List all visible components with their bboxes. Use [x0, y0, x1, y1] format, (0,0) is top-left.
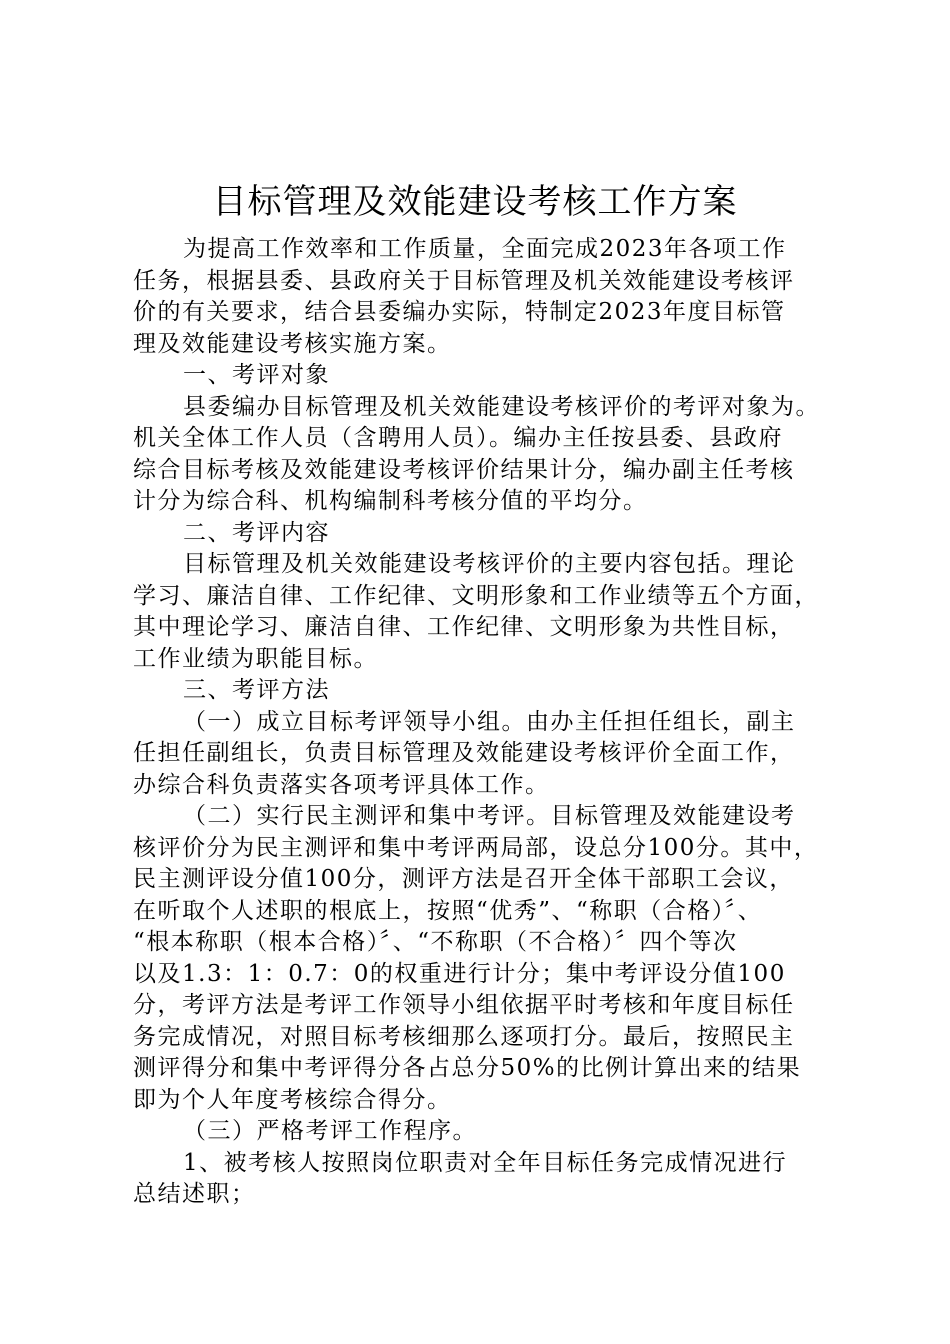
body-line: 核评价分为民主测评和集中考评两局部，设总分100分。其中，: [133, 834, 819, 861]
body-line: 总结述职；: [133, 1181, 256, 1207]
body-line: 民主测评设分值100分，测评方法是召开全体干部职工会议，: [133, 866, 794, 892]
body-line: （三）严格考评工作程序。: [183, 1118, 477, 1144]
body-line: （一）成立目标考评领导小组。由办主任担任组长，副主: [183, 708, 796, 735]
body-line: 1、被考核人按照岗位职责对全年目标任务完成情况进行: [183, 1149, 788, 1176]
body-line: 即为个人年度考核综合得分。: [133, 1086, 452, 1113]
body-line: 机关全体工作人员（含聘用人员）。编办主任按县委、县政府: [133, 425, 783, 451]
body-line: 价的有关要求，结合县委编办实际，特制定2023年度目标管: [133, 299, 786, 325]
body-line: 分，考评方法是考评工作领导小组依据平时考核和年度目标任: [133, 992, 795, 1018]
body-line: 测评得分和集中考评得分各占总分50%的比例计算出来的结果: [133, 1055, 802, 1081]
body-line: “根本称职（根本合格）〞、“不称职（不合格）〞四个等次: [133, 929, 738, 955]
body-line: 工作业绩为职能目标。: [133, 645, 378, 672]
body-line: 办综合科负责落实各项考评具体工作。: [133, 771, 550, 798]
body-line: 任务，根据县委、县政府关于目标管理及机关效能建设考核评: [133, 267, 795, 294]
body-line: 综合目标考核及效能建设考核评价结果计分，编办副主任考核: [133, 456, 795, 483]
document-body: [133, 234, 853, 1211]
body-line: 县委编办目标管理及机关效能建设考核评价的考评对象为。: [183, 393, 820, 420]
body-line: 以及1.3：1：0.7：0的权重进行计分；集中考评设分值100: [133, 960, 786, 987]
body-line: 二、考评内容: [183, 519, 330, 546]
body-line: 其中理论学习、廉洁自律、工作纪律、文明形象为共性目标，: [133, 614, 795, 640]
body-line: 为提高工作效率和工作质量，全面完成2023年各项工作: [183, 236, 787, 262]
body-line: 在听取个人述职的根底上，按照“优秀”、“称职（合格）〞、: [133, 897, 763, 924]
body-line: 任担任副组长，负责目标管理及效能建设考核评价全面工作，: [133, 740, 795, 766]
body-line: 三、考评方法: [183, 677, 330, 703]
body-line: 理及效能建设考核实施方案。: [133, 330, 452, 357]
body-line: 计分为综合科、机构编制科考核分值的平均分。: [133, 488, 648, 514]
document-title: 目标管理及效能建设考核工作方案: [212, 182, 738, 222]
body-line: 学习、廉洁自律、工作纪律、文明形象和工作业绩等五个方面，: [133, 582, 819, 609]
body-line: 目标管理及机关效能建设考核评价的主要内容包括。理论: [183, 551, 796, 577]
body-line: 一、考评对象: [183, 362, 330, 388]
body-line: （二）实行民主测评和集中考评。目标管理及效能建设考: [183, 803, 796, 829]
body-line: 务完成情况，对照目标考核细那么逐项打分。最后，按照民主: [133, 1023, 795, 1050]
